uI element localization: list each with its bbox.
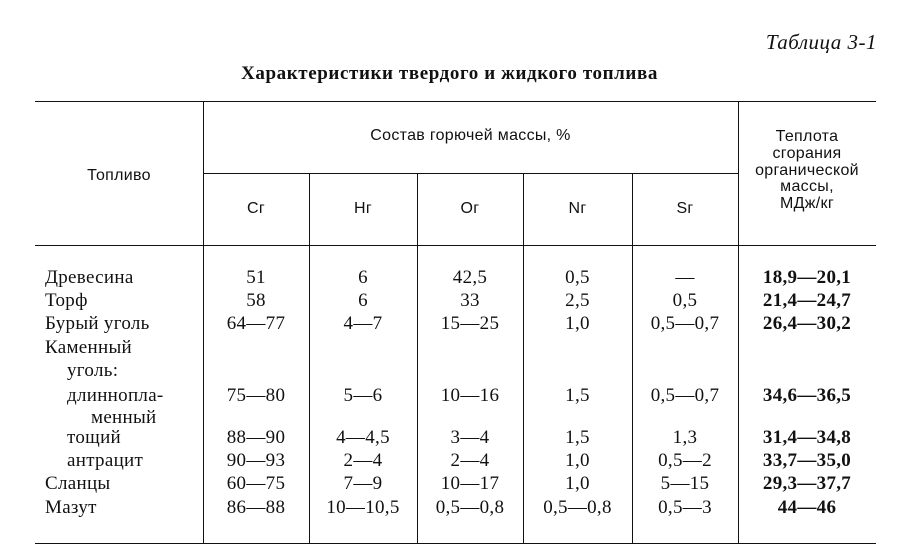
header-heat-line: сгорания	[772, 144, 842, 162]
header-element-c: Cг	[247, 200, 265, 217]
row-value-s	[632, 336, 738, 359]
row-fuel-name: Сланцы	[45, 473, 111, 494]
row-value-o: 2—4	[450, 450, 490, 471]
row-value-c: 58	[246, 290, 266, 311]
row-value-o: 15—25	[440, 313, 500, 334]
row-value-h	[309, 359, 417, 382]
row-value-s	[632, 359, 738, 382]
row-value-c	[203, 359, 309, 382]
row-value-heat	[738, 336, 876, 359]
row-value-heat: 44—46	[777, 497, 837, 518]
row-value-n: 1,5	[565, 385, 590, 406]
row-fuel-name: Каменный	[45, 337, 132, 358]
row-value-h: 2—4	[343, 450, 383, 471]
row-value-n: 0,5	[565, 267, 590, 288]
table-number: Таблица 3-1	[765, 30, 877, 54]
row-value-h: 5—6	[343, 385, 383, 406]
row-value-heat: 29,3—37,7	[762, 473, 852, 494]
row-value-c: 90—93	[226, 450, 286, 471]
row-fuel-name: Древесина	[45, 267, 134, 288]
row-value-h: 4—7	[343, 313, 383, 334]
fuel-table	[35, 101, 876, 544]
row-value-s: —	[675, 267, 695, 288]
row-value-o	[417, 359, 523, 382]
row-value-o: 3—4	[450, 427, 490, 448]
row-value-h: 4—4,5	[336, 427, 390, 448]
header-element-n: Nг	[568, 200, 587, 217]
row-value-o: 33	[460, 290, 480, 311]
row-value-o	[417, 336, 523, 359]
header-fuel: Топливо	[87, 167, 151, 184]
header-heat-line: массы,	[780, 178, 834, 196]
header-heat-line: МДж/кг	[780, 195, 834, 213]
row-value-heat: 33,7—35,0	[762, 450, 852, 471]
row-fuel-name: тощий	[67, 427, 122, 448]
row-value-c: 86—88	[226, 497, 286, 518]
row-value-heat: 26,4—30,2	[762, 313, 852, 334]
row-value-n	[523, 336, 632, 359]
row-fuel-name: уголь:	[67, 360, 119, 381]
row-value-c: 88—90	[226, 427, 286, 448]
row-value-s: 0,5—0,7	[650, 313, 720, 334]
row-value-s: 0,5—2	[658, 450, 712, 471]
row-value-h: 6	[358, 290, 368, 311]
header-heat-line: Теплота	[775, 128, 839, 145]
row-value-heat: 31,4—34,8	[762, 427, 852, 448]
row-value-n: 0,5—0,8	[543, 497, 612, 518]
header-element-h: Hг	[354, 200, 372, 217]
table-title: Характеристики твердого и жидкого топлива	[241, 63, 658, 84]
row-value-n: 2,5	[565, 290, 590, 311]
row-fuel-name: Мазут	[45, 497, 97, 518]
row-value-c: 75—80	[226, 385, 286, 406]
row-value-s: 1,3	[672, 427, 698, 448]
row-value-o: 10—17	[440, 473, 500, 494]
row-value-n: 1,0	[565, 473, 590, 494]
row-value-h: 10—10,5	[326, 497, 400, 518]
row-value-n	[523, 359, 632, 382]
row-value-s: 0,5—0,7	[650, 385, 720, 406]
row-value-n: 1,0	[565, 313, 590, 334]
header-element-s: Sг	[676, 200, 694, 217]
row-value-n: 1,5	[565, 427, 590, 448]
row-value-s: 5—15	[660, 473, 710, 494]
row-value-heat: 34,6—36,5	[762, 385, 852, 406]
row-value-o: 42,5	[452, 267, 488, 288]
row-value-c: 51	[246, 267, 266, 288]
bottom-rule	[35, 543, 876, 544]
row-value-heat: 18,9—20,1	[762, 267, 852, 288]
row-value-c: 60—75	[226, 473, 286, 494]
row-value-o: 10—16	[440, 385, 500, 406]
row-value-s: 0,5	[672, 290, 698, 311]
row-value-c: 64—77	[226, 313, 286, 334]
row-fuel-name: Бурый уголь	[45, 313, 150, 334]
row-fuel-name: длиннопла-	[67, 385, 164, 406]
row-value-h: 6	[358, 267, 368, 288]
header-composition: Состав горючей массы, %	[370, 127, 571, 144]
top-rule	[35, 101, 876, 102]
subheader-rule	[203, 173, 738, 174]
row-fuel-name: Торф	[45, 290, 88, 311]
header-rule	[35, 245, 876, 246]
row-value-h	[309, 336, 417, 359]
row-value-heat	[738, 359, 876, 382]
row-fuel-name: менный	[91, 407, 157, 428]
row-value-s: 0,5—3	[658, 497, 712, 518]
row-value-n: 1,0	[565, 450, 590, 471]
row-fuel-name: антрацит	[67, 450, 144, 471]
row-value-o: 0,5—0,8	[435, 497, 505, 518]
header-element-o: Oг	[460, 200, 480, 217]
header-heat-line: органической	[755, 161, 859, 179]
header-heat	[738, 129, 876, 213]
row-value-h: 7—9	[343, 473, 383, 494]
row-value-heat: 21,4—24,7	[762, 290, 852, 311]
row-value-c	[203, 336, 309, 359]
